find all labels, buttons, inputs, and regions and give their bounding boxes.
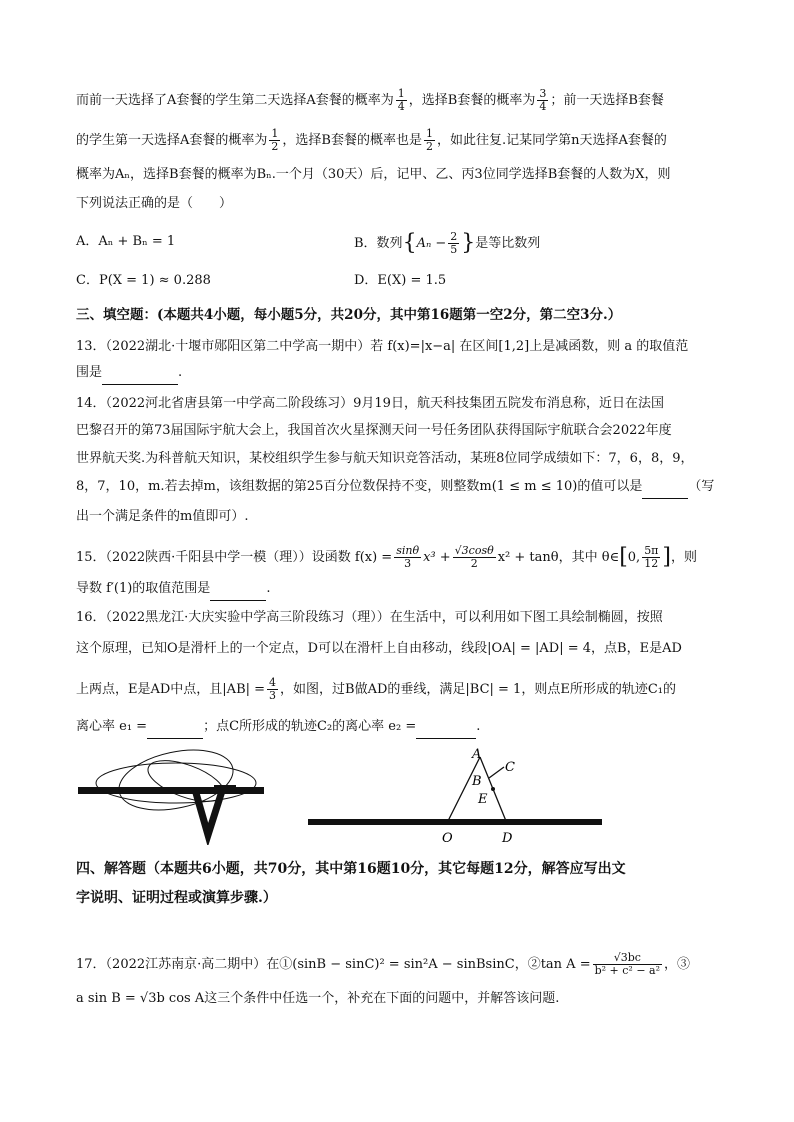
q16-line-1: 16．（2022黑龙江·大庆实验中学高三阶段练习（理））在生活中，可以利用如下图工具绘制椭圆，按照 xyxy=(76,610,663,625)
option-b: B．数列{Aₙ − $\frac{2}{5}$ }是等比数列 xyxy=(354,230,541,256)
option-d: D．E(X) = 1.5 xyxy=(354,273,447,288)
label-O: O xyxy=(442,831,453,845)
ellipse-drawing-tool-figure xyxy=(76,745,266,845)
text: 而前一天选择了A套餐的学生第二天选择A套餐的概率为 xyxy=(76,93,394,108)
q13-line-2: 围是 . xyxy=(76,362,734,385)
point-E xyxy=(491,787,495,791)
label-A: A xyxy=(472,747,482,762)
label-C: C xyxy=(505,760,515,775)
segment-OA xyxy=(448,757,480,821)
q14-line-1: 14．（2022河北省唐县第一中学高二阶段练习）9月19日，航天科技集团五院发布消息称，近日在法国 xyxy=(76,396,664,411)
option-a: A．Aₙ + Bₙ = 1 xyxy=(76,234,176,249)
q13-line-1: 13．（2022湖北·十堰市郧阳区第二中学高一期中）若 f(x)=|x−a| 在区间[1,2]上是减函数，则 a 的取值范 xyxy=(76,339,689,354)
fraction: $\frac{1}{2}$ xyxy=(425,127,433,153)
segment-BC xyxy=(489,767,504,778)
problem-line-3: 概率为Aₙ，选择B套餐的概率为Bₙ.一个月（30天）后，记甲、乙、丙3位同学选择B套餐的人数为X，则 xyxy=(76,167,671,182)
section-4-heading-line-2: 字说明、证明过程或演算步骤.） xyxy=(76,890,277,906)
q15-line-1: 15．（2022陕西·千阳县中学一模（理））设函数 f(x) = $\frac{\sin\theta}{3}$ x³ + $\frac{√3\cos\theta}{2}$ x² + tanθ，其中 θ∈[0, $\frac{5\pi}{12}$ ]，则 xyxy=(76,544,698,570)
q14-line-4: 8，7，10，m.若去掉m，该组数据的第25百分位数保持不变，则整数m(1 ≤ m ≤ 10)的值可以是 （写 xyxy=(76,476,734,499)
answer-blank xyxy=(210,578,266,601)
problem-line-2 xyxy=(76,128,734,153)
fraction: $\frac{1}{4}$ xyxy=(397,87,405,113)
text: ，如此往复.记某同学第n天选择A套餐的 xyxy=(436,133,667,148)
problem-line-1 xyxy=(76,88,734,113)
slide-rod xyxy=(308,819,602,825)
option-c: C．P(X = 1) ≈ 0.288 xyxy=(76,273,211,288)
q16-line-2: 这个原理，已知O是滑杆上的一个定点，D可以在滑杆上自由移动，线段|OA| = |AD| = 4，点B，E是AD xyxy=(76,641,682,656)
label-D: D xyxy=(502,831,513,845)
q17-line-1: 17．（2022江苏南京·高二期中）在①(sinB − sinC)² = sin²A − sinBsinC，②tan A = $\frac{√3bc}{\text{b² + c² − a²}}$ ，③ xyxy=(76,951,691,977)
problem-line-4: 下列说法正确的是（ ） xyxy=(76,196,233,211)
text: ；前一天选择B套餐 xyxy=(550,93,664,108)
answer-blank xyxy=(642,476,688,499)
q15-line-2: 导数 f′(1)的取值范围是 . xyxy=(76,578,734,601)
text: ，选择B套餐的概率也是 xyxy=(282,133,422,148)
slider-block xyxy=(214,785,236,794)
text: 的学生第一天选择A套餐的概率为 xyxy=(76,133,268,148)
text: ，选择B套餐的概率为 xyxy=(408,93,536,108)
fraction: $\frac{1}{2}$ xyxy=(271,127,279,153)
label-E: E xyxy=(478,792,488,807)
q14-line-2: 巴黎召开的第73届国际宇航大会上，我国首次火星探测天问一号任务团队获得国际宇航联合会2022年度 xyxy=(76,423,672,438)
q14-line-3: 世界航天奖.为科普航天知识，某校组织学生参与航天知识竞答活动，某班8位同学成绩如下：7，6，8，9， xyxy=(76,451,694,466)
q16-line-3: 上两点，E是AD中点，且|AB| = $\frac{4}{3}$ ，如图，过B做AD的垂线，满足|BC| = 1，则点E所形成的轨迹C₁的 xyxy=(76,676,676,702)
q14-line-5: 出一个满足条件的m值即可）. xyxy=(76,509,249,524)
geometry-figure xyxy=(306,745,606,845)
section-3-heading: 三、填空题：(本题共4小题，每小题5分，共20分，其中第16题第一空2分，第二空3分.） xyxy=(76,307,622,323)
fraction: $\frac{3}{4}$ xyxy=(539,87,547,113)
answer-blank xyxy=(147,716,203,739)
label-B: B xyxy=(472,774,482,789)
q17-line-2: a sin B = √3b cos A这三个条件中任选一个，补充在下面的问题中，并解答该问题. xyxy=(76,991,560,1006)
section-4-heading-line-1: 四、解答题（本题共6小题，共70分，其中第16题10分，其它每题12分，解答应写出文 xyxy=(76,861,626,877)
answer-blank xyxy=(416,716,476,739)
q16-line-4: 离心率 e₁ = ；点C所形成的轨迹C₂的离心率 e₂ = . xyxy=(76,716,734,739)
answer-blank xyxy=(102,362,178,385)
